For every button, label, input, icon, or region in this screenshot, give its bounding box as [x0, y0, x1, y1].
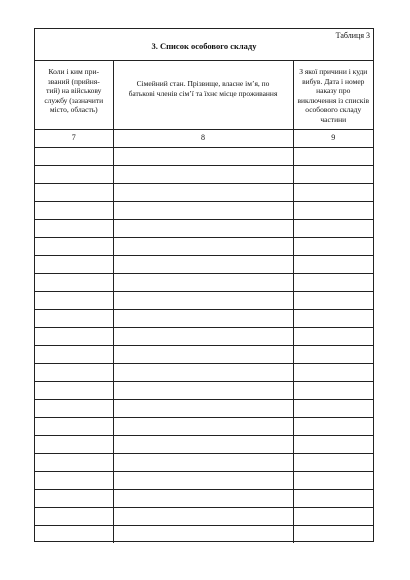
- table-cell[interactable]: [293, 237, 373, 255]
- table-cell[interactable]: [293, 507, 373, 525]
- table-cell[interactable]: [35, 381, 113, 399]
- table-cell[interactable]: [35, 165, 113, 183]
- table-cell[interactable]: [293, 309, 373, 327]
- table-cell[interactable]: [293, 183, 373, 201]
- table-cell[interactable]: [35, 471, 113, 489]
- table-cell[interactable]: [113, 399, 293, 417]
- table-cell[interactable]: [113, 345, 293, 363]
- table-cell[interactable]: [113, 165, 293, 183]
- table-cell[interactable]: [293, 417, 373, 435]
- table-cell[interactable]: [113, 471, 293, 489]
- table-cell[interactable]: [293, 399, 373, 417]
- table-number: Таблиця 3: [335, 31, 370, 40]
- column-header-9: [293, 61, 373, 129]
- table-cell[interactable]: [113, 291, 293, 309]
- table-row: [35, 183, 373, 201]
- table-cell[interactable]: [35, 399, 113, 417]
- table-cell[interactable]: [293, 201, 373, 219]
- table-cell[interactable]: [113, 201, 293, 219]
- personnel-table: [35, 61, 373, 543]
- table-cell[interactable]: [35, 309, 113, 327]
- table-cell[interactable]: [293, 435, 373, 453]
- table-cell[interactable]: [35, 453, 113, 471]
- table-row: [35, 147, 373, 165]
- table-cell[interactable]: [113, 525, 293, 543]
- table-cell[interactable]: [113, 363, 293, 381]
- table-row: [35, 381, 373, 399]
- table-cell[interactable]: [35, 417, 113, 435]
- table-cell[interactable]: [35, 345, 113, 363]
- table-cell[interactable]: [293, 255, 373, 273]
- table-cell[interactable]: [113, 273, 293, 291]
- column-number: 8: [113, 129, 293, 147]
- table-cell[interactable]: [35, 201, 113, 219]
- table-row: [35, 399, 373, 417]
- table-cell[interactable]: [113, 147, 293, 165]
- table-row: [35, 291, 373, 309]
- table-cell[interactable]: [113, 237, 293, 255]
- table-cell[interactable]: [35, 489, 113, 507]
- table-cell[interactable]: [293, 327, 373, 345]
- table-row: [35, 471, 373, 489]
- table-cell[interactable]: [113, 327, 293, 345]
- column-number: 9: [293, 129, 373, 147]
- form-title-bar: [35, 29, 373, 61]
- table-cell[interactable]: [293, 291, 373, 309]
- table-cell[interactable]: [35, 147, 113, 165]
- table-row: [35, 255, 373, 273]
- table-row: [35, 453, 373, 471]
- table-cell[interactable]: [35, 435, 113, 453]
- table-row: [35, 489, 373, 507]
- table-cell[interactable]: [293, 489, 373, 507]
- table-cell[interactable]: [35, 219, 113, 237]
- table-row: [35, 345, 373, 363]
- column-header-label: З якої причини і куди вибув. Дата і номер наказу про виключення із списків особового складу частини: [297, 67, 370, 124]
- table-cell[interactable]: [35, 525, 113, 543]
- table-row: [35, 201, 373, 219]
- table-cell[interactable]: [113, 417, 293, 435]
- header-row: [35, 61, 373, 129]
- table-cell[interactable]: [113, 183, 293, 201]
- table-cell[interactable]: [293, 363, 373, 381]
- table-cell[interactable]: [35, 255, 113, 273]
- table-cell[interactable]: [35, 507, 113, 525]
- column-header-label: Коли і ким при-званий (прийня-тий) на військову службу (зазначити місто, область): [44, 67, 104, 115]
- table-cell[interactable]: [113, 309, 293, 327]
- table-cell[interactable]: [293, 471, 373, 489]
- table-row: [35, 237, 373, 255]
- table-cell[interactable]: [293, 147, 373, 165]
- table-row: [35, 309, 373, 327]
- table-cell[interactable]: [113, 507, 293, 525]
- table-body: [35, 147, 373, 543]
- column-header-7: [35, 61, 113, 129]
- table-cell[interactable]: [113, 255, 293, 273]
- table-cell[interactable]: [293, 453, 373, 471]
- table-row: [35, 273, 373, 291]
- table-cell[interactable]: [35, 183, 113, 201]
- table-row: [35, 507, 373, 525]
- column-header-label: Сімейний стан. Прізвище, власне ім’я, по батькові членів сім’ї та їхнє місце проживання: [128, 79, 278, 98]
- table-cell[interactable]: [35, 273, 113, 291]
- table-cell[interactable]: [35, 363, 113, 381]
- table-cell[interactable]: [293, 219, 373, 237]
- table-row: [35, 435, 373, 453]
- column-number-row: [35, 129, 373, 147]
- table-cell[interactable]: [35, 327, 113, 345]
- personnel-list-form: [34, 28, 374, 542]
- table-cell[interactable]: [293, 345, 373, 363]
- column-header-8: [113, 61, 293, 129]
- table-cell[interactable]: [35, 237, 113, 255]
- table-cell[interactable]: [293, 165, 373, 183]
- section-title: 3. Список особового складу: [151, 41, 257, 51]
- table-row: [35, 165, 373, 183]
- table-cell[interactable]: [113, 219, 293, 237]
- table-row: [35, 417, 373, 435]
- table-cell[interactable]: [113, 489, 293, 507]
- table-row: [35, 327, 373, 345]
- table-row: [35, 219, 373, 237]
- table-cell[interactable]: [113, 381, 293, 399]
- table-cell[interactable]: [293, 273, 373, 291]
- column-number: 7: [35, 129, 113, 147]
- table-cell[interactable]: [113, 453, 293, 471]
- table-row: [35, 525, 373, 543]
- table-cell[interactable]: [293, 525, 373, 543]
- table-row: [35, 363, 373, 381]
- table-cell[interactable]: [35, 291, 113, 309]
- table-cell[interactable]: [113, 435, 293, 453]
- table-cell[interactable]: [293, 381, 373, 399]
